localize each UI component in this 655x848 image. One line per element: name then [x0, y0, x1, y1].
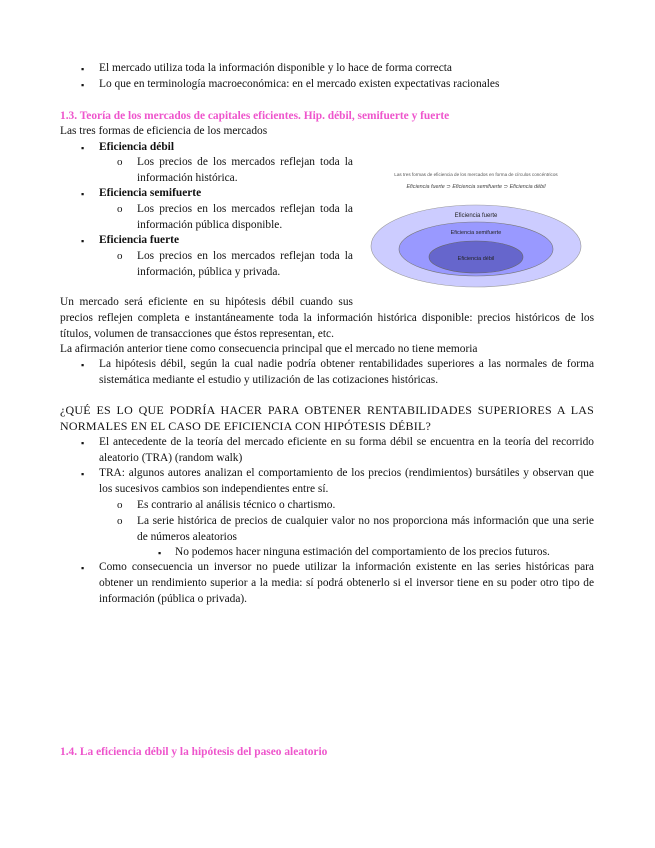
inner-ring-label: Eficiencia débil [457, 256, 495, 262]
top-bullet-1: El mercado utiliza toda la información disponible y lo hace de forma correcta [99, 62, 452, 74]
bullet-marker: ▪ [81, 438, 85, 448]
bullet-marker: ▪ [81, 563, 85, 573]
question-bullet-3-l1: Como consecuencia un inversor no puede utilizar la información existente en las series históricas para [99, 561, 594, 573]
question-bullet-2-l2: los sucesivos cambios son independientes entre sí. [99, 483, 329, 495]
para-line-2: precios reflejen completa e instantáneamente toda la información histórica disponible: precios históricos de los [60, 312, 594, 324]
diagram-caption-1: Las tres formas de eficiencia de los mercados en forma de círculos concéntricos [394, 172, 558, 177]
bullet-marker: ▪ [81, 64, 85, 74]
intro-text: Las tres formas de eficiencia de los mercados [60, 125, 268, 137]
form-desc-debil-l1: Los precios de los mercados reflejan toda la [137, 156, 353, 168]
question-line-1: ¿QUÉ ES LO QUE PODRÍA HACER PARA OBTENER RENTABILIDADES SUPERIORES A LAS [60, 403, 594, 417]
bullet-marker: ▪ [81, 80, 85, 90]
sub-bullet-serie-l2: de números aleatorios [137, 531, 237, 543]
bullet-marker: ▪ [81, 469, 85, 479]
hypothesis-line-1: La hipótesis débil, según la cual nadie podría obtener rentabilidades superiores a las normales de forma [99, 358, 594, 370]
bullet-marker: ▪ [81, 236, 85, 246]
sub-bullet-serie-l1: La serie histórica de precios de cualquier valor no nos proporciona más información que una serie [137, 515, 594, 527]
bullet-marker: ▪ [81, 143, 85, 153]
form-desc-semifuerte-l2: información pública disponible. [137, 219, 283, 231]
question-bullet-1-l2: aleatorio (TRA) (random walk) [99, 452, 243, 464]
bullet-marker: ▪ [81, 360, 85, 370]
form-title-semifuerte: Eficiencia semifuerte [99, 187, 202, 199]
para-line-1: Un mercado será eficiente en su hipótesis débil cuando sus [60, 296, 353, 308]
form-title-debil: Eficiencia débil [99, 141, 174, 153]
subsub-bullet-estimacion: No podemos hacer ninguna estimación del comportamiento de los precios futuros. [175, 546, 550, 558]
form-desc-debil-l2: información histórica. [137, 172, 238, 184]
middle-ring-label: Eficiencia semifuerte [450, 230, 502, 236]
sub-bullet-marker: o [117, 515, 123, 527]
sub-bullet-marker: o [117, 499, 123, 511]
hypothesis-line-2: sistemática mediante el estudio y utilización de las cotizaciones históricas. [99, 374, 439, 386]
section-heading-1-4: 1.4. La eficiencia débil y la hipótesis del paseo aleatorio [60, 746, 328, 758]
form-desc-fuerte-l1: Los precios en los mercados reflejan toda la [137, 250, 353, 262]
sub-bullet-marker: o [117, 156, 123, 168]
bullet-marker: ▪ [81, 189, 85, 199]
section-heading-1-3: 1.3. Teoría de los mercados de capitales eficientes. Hip. débil, semifuerte y fuerte [60, 110, 450, 122]
top-bullet-2: Lo que en terminología macroeconómica: en el mercado existen expectativas racionales [99, 78, 500, 90]
para-line-3: títulos, volumen de transacciones que éstos representan, etc. [60, 328, 334, 340]
question-line-2: NORMALES EN EL CASO DE EFICIENCIA CON HIPÓTESIS DÉBIL? [60, 419, 432, 433]
question-bullet-1-l1: El antecedente de la teoría del mercado eficiente en su forma débil se encuentra en la teoría del recorrido [99, 436, 594, 448]
form-title-fuerte: Eficiencia fuerte [99, 234, 180, 246]
outer-ring-label: Eficiencia fuerte [454, 213, 498, 219]
sub-bullet-chartismo: Es contrario al análisis técnico o chartismo. [137, 499, 336, 511]
diagram-caption-2: Eficiencia fuerte ⊃ Eficiencia semifuerte ⊃ Eficiencia débil [406, 184, 546, 190]
question-bullet-2-l1: TRA: algunos autores analizan el comportamiento de los precios (rendimientos) bursátiles y observan que [99, 467, 594, 479]
question-bullet-3-l3: información (pública o privada). [99, 593, 248, 605]
efficiency-circles-diagram [366, 168, 586, 292]
sub-bullet-marker: o [117, 250, 123, 262]
memoria-line: La afirmación anterior tiene como consecuencia principal que el mercado no tiene memoria [60, 343, 478, 355]
form-desc-semifuerte-l1: Los precios en los mercados reflejan toda la [137, 203, 353, 215]
question-bullet-3-l2: obtener un rendimiento superior a la media: sí podrá obtenerlo si el inversor tiene en su poder otro tipo de [99, 577, 594, 589]
bullet-marker: ▪ [158, 548, 162, 558]
form-desc-fuerte-l2: información, pública y privada. [137, 266, 281, 278]
sub-bullet-marker: o [117, 203, 123, 215]
